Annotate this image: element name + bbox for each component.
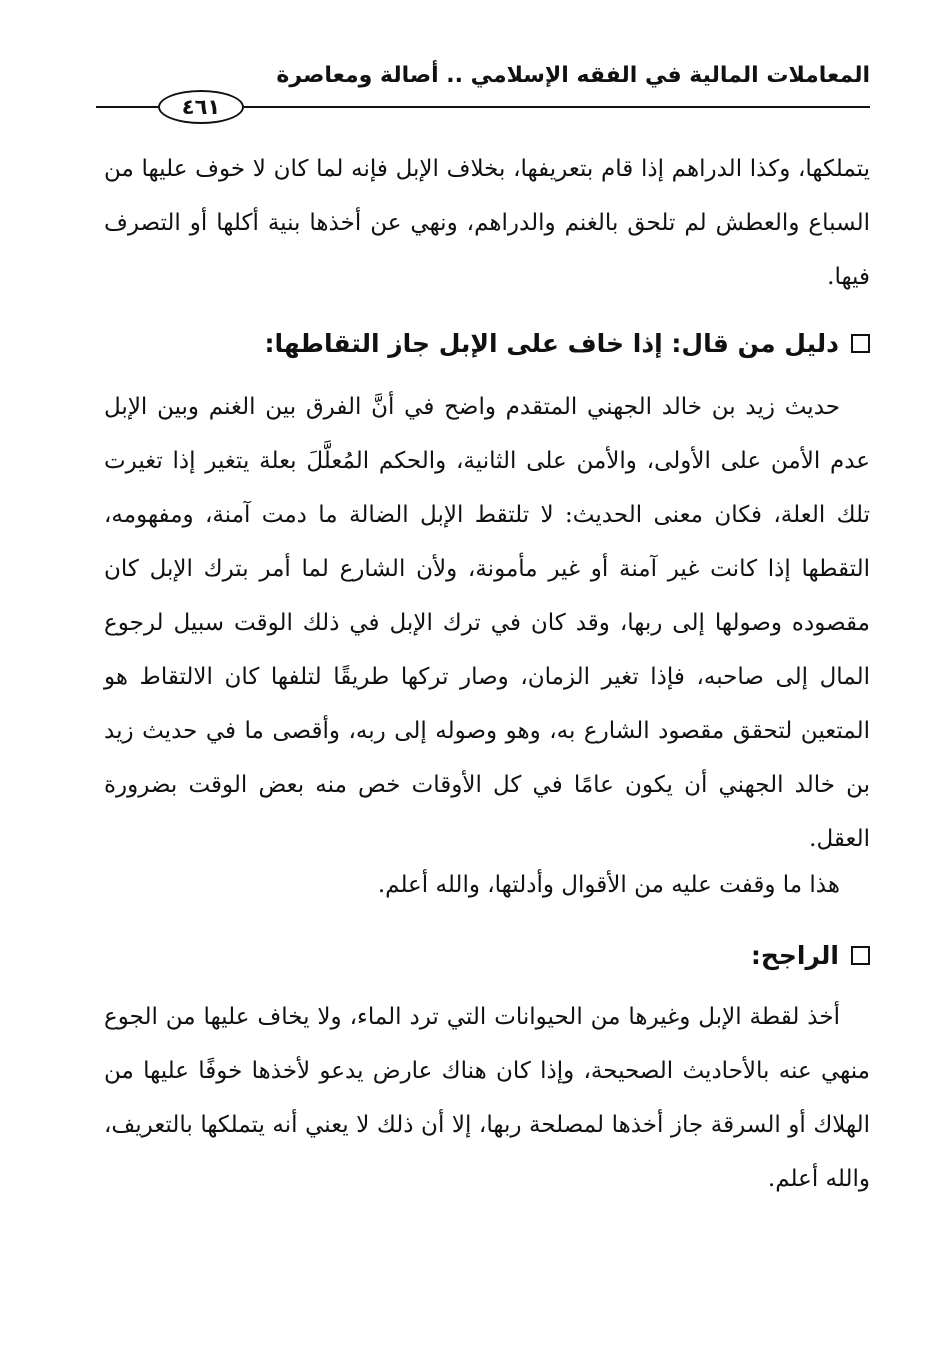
header-rule-right — [244, 106, 870, 108]
section1-block — [104, 380, 870, 866]
section1-closing-block — [104, 858, 870, 912]
section2-block — [104, 990, 870, 1206]
header-rule-left — [96, 106, 158, 108]
section1-heading-row — [104, 318, 870, 368]
section1-heading: دليل من قال: إذا خاف على الإبل جاز التقاطها: — [264, 328, 839, 358]
intro-paragraph: يتملكها، وكذا الدراهم إذا قام بتعريفها، بخلاف الإبل فإنه لما كان لا خوف عليها من السباع والعطش لم تلحق بالغنم والدراهم، ونهي عن أخذها بنية أكلها أو التصرف فيها. — [104, 156, 870, 290]
section2-heading: الراجح: — [750, 940, 839, 970]
section1-paragraph: حديث زيد بن خالد الجهني المتقدم واضح في أنَّ الفرق بين الغنم وبين الإبل عدم الأمن على الأولى، والأمن على الثانية، والحكم المُعلَّلَ بعلة يتغير إذا تغيرت تلك العلة، فكان معنى الحديث: لا تلتقط الإبل الضالة ما دمت آمنة، ومفهومه، التقطها إذا كانت غير آمنة أو غير مأمونة، ولأن الشارع لما أمر بترك الإبل كان مقصوده وصولها إلى ربها، وقد كان في ترك الإبل في ذلك الوقت سبيل لرجوع المال إلى صاحبه، فإذا تغير الزمان، وصار تركها طريقًا لتلفها كان الالتقاط هو المتعين لتحقق مقصود الشارع به، وهو وصوله إلى ربه، وأقصى ما في حديث زيد بن خالد الجهني أن يكون عامًا في كل الأوقات خص منه بعض الوقت بضرورة العقل. — [104, 394, 870, 852]
intro-block — [104, 142, 870, 304]
section2-heading-row — [104, 930, 870, 980]
section1-closing: هذا ما وقفت عليه من الأقوال وأدلتها، والله أعلم. — [377, 872, 840, 898]
square-bullet-icon — [851, 946, 870, 965]
square-bullet-icon — [851, 334, 870, 353]
section2-paragraph: أخذ لقطة الإبل وغيرها من الحيوانات التي ترد الماء، ولا يخاف عليها من الجوع منهي عنه بالأحاديث الصحيحة، وإذا كان هناك عارض يدعو لأخذها خوفًا عليها من الهلاك أو السرقة جاز أخذها لمصلحة ربها، إلا أن ذلك لا يعني أنه يتملكها بالتعريف، والله أعلم. — [104, 1004, 870, 1192]
page-number: ٤٦١ — [158, 90, 244, 124]
running-header: المعاملات المالية في الفقه الإسلامي .. أصالة ومعاصرة — [276, 63, 870, 88]
